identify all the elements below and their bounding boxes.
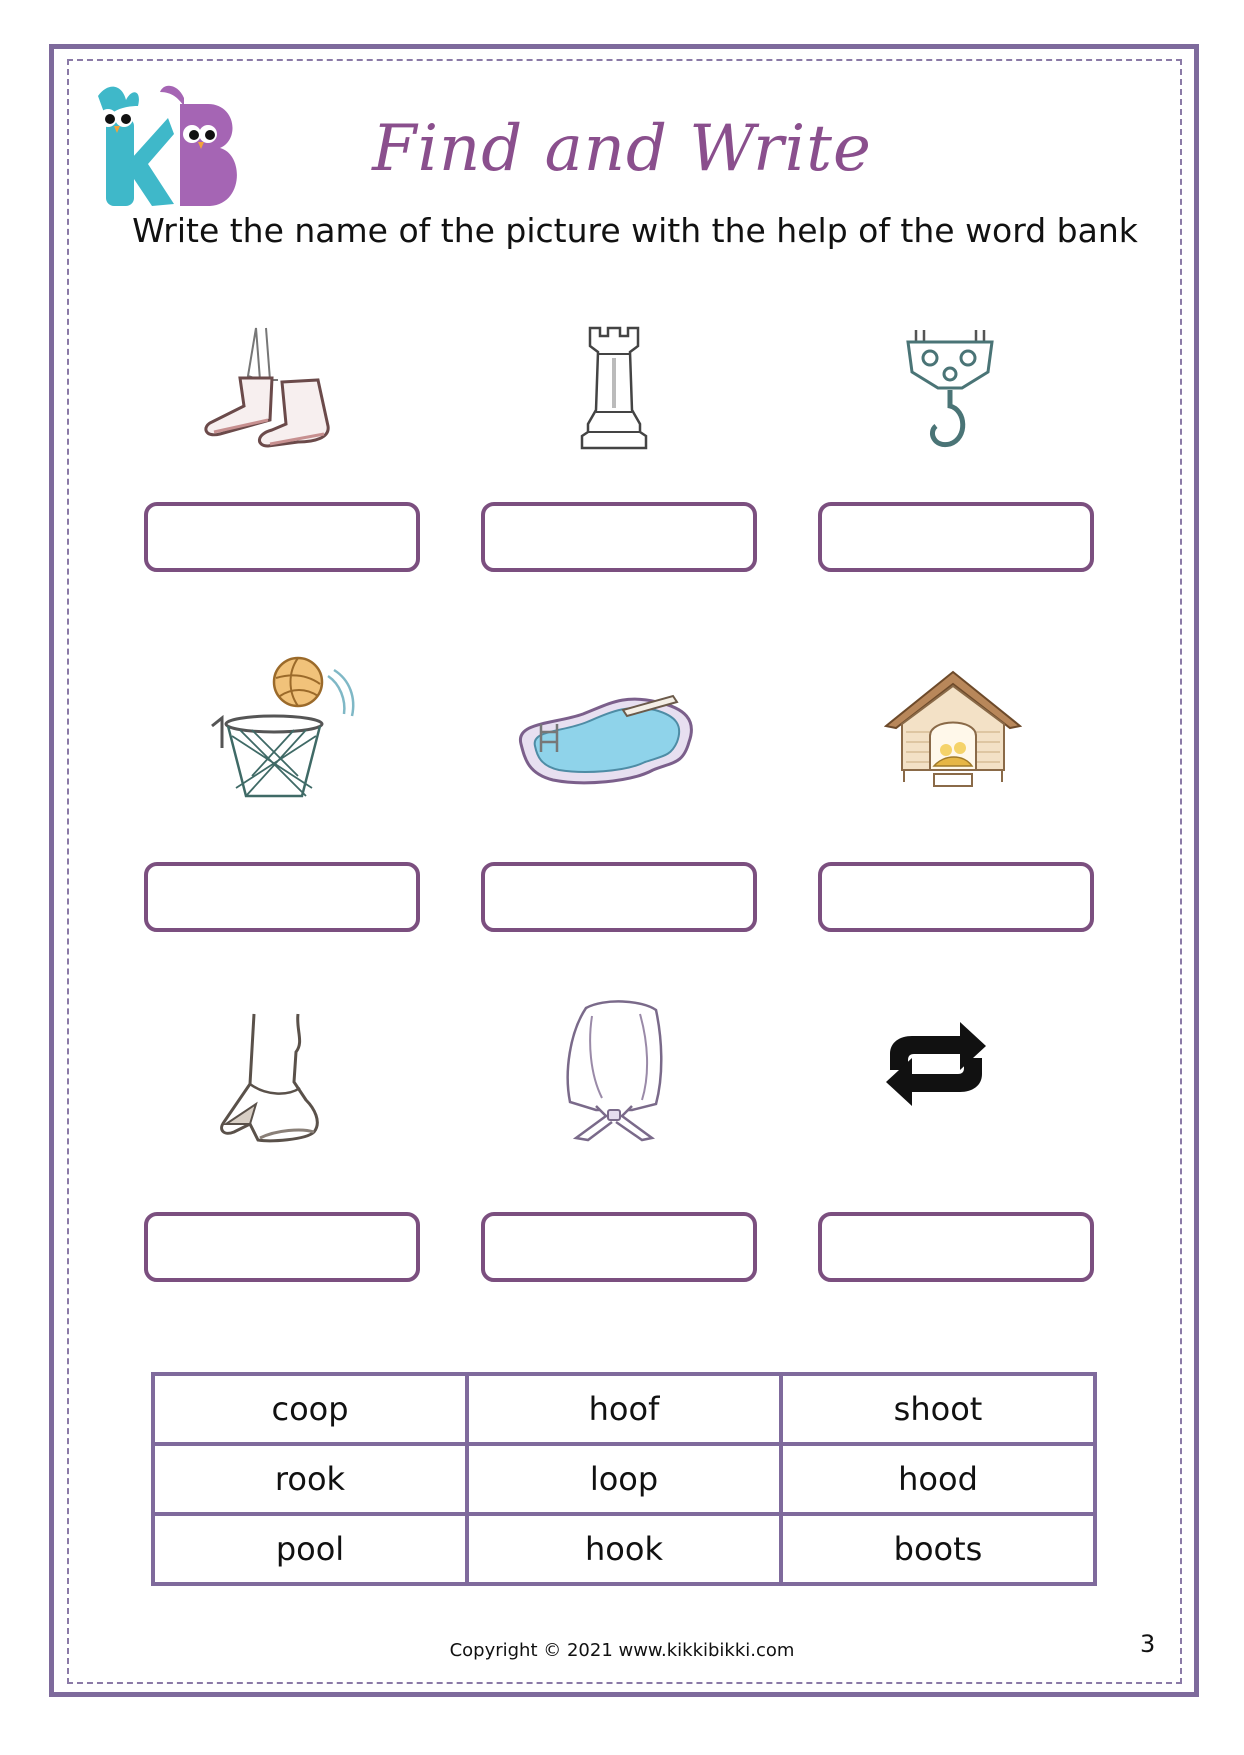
answer-box-2[interactable]	[481, 502, 757, 572]
answer-box-4[interactable]	[144, 862, 420, 932]
word-bank-cell: boots	[781, 1514, 1095, 1584]
copyright-text: Copyright © 2021 www.kikkibikki.com	[449, 1640, 795, 1661]
page-title: Find and Write	[372, 112, 872, 186]
answer-box-6[interactable]	[818, 862, 1094, 932]
page-number: 3	[1140, 1630, 1156, 1658]
word-bank-cell: shoot	[781, 1374, 1095, 1444]
instruction-text: Write the name of the picture with the help of the word bank	[132, 211, 1138, 250]
rook-chess-piece-icon	[574, 324, 654, 454]
answer-box-9[interactable]	[818, 1212, 1094, 1282]
answer-box-7[interactable]	[144, 1212, 420, 1282]
answer-box-1[interactable]	[144, 502, 420, 572]
word-bank-cell: hood	[781, 1444, 1095, 1514]
swimming-pool-icon	[513, 690, 699, 790]
word-bank-row	[153, 1374, 1095, 1444]
word-bank-cell: loop	[467, 1444, 781, 1514]
word-bank-cell: rook	[153, 1444, 467, 1514]
word-bank-row	[153, 1514, 1095, 1584]
hood-icon	[556, 998, 672, 1142]
crane-hook-icon	[902, 328, 998, 452]
answer-box-5[interactable]	[481, 862, 757, 932]
answer-box-3[interactable]	[818, 502, 1094, 572]
chicken-coop-icon	[884, 670, 1022, 788]
hoof-icon	[210, 1012, 326, 1144]
word-bank-table	[151, 1372, 1097, 1586]
loop-arrows-icon	[880, 1014, 992, 1114]
word-bank-cell: coop	[153, 1374, 467, 1444]
basketball-hoop-icon	[206, 656, 366, 802]
word-bank-cell: hoof	[467, 1374, 781, 1444]
word-bank-cell: pool	[153, 1514, 467, 1584]
boots-icon	[198, 326, 338, 454]
word-bank-cell: hook	[467, 1514, 781, 1584]
answer-box-8[interactable]	[481, 1212, 757, 1282]
word-bank-row	[153, 1444, 1095, 1514]
